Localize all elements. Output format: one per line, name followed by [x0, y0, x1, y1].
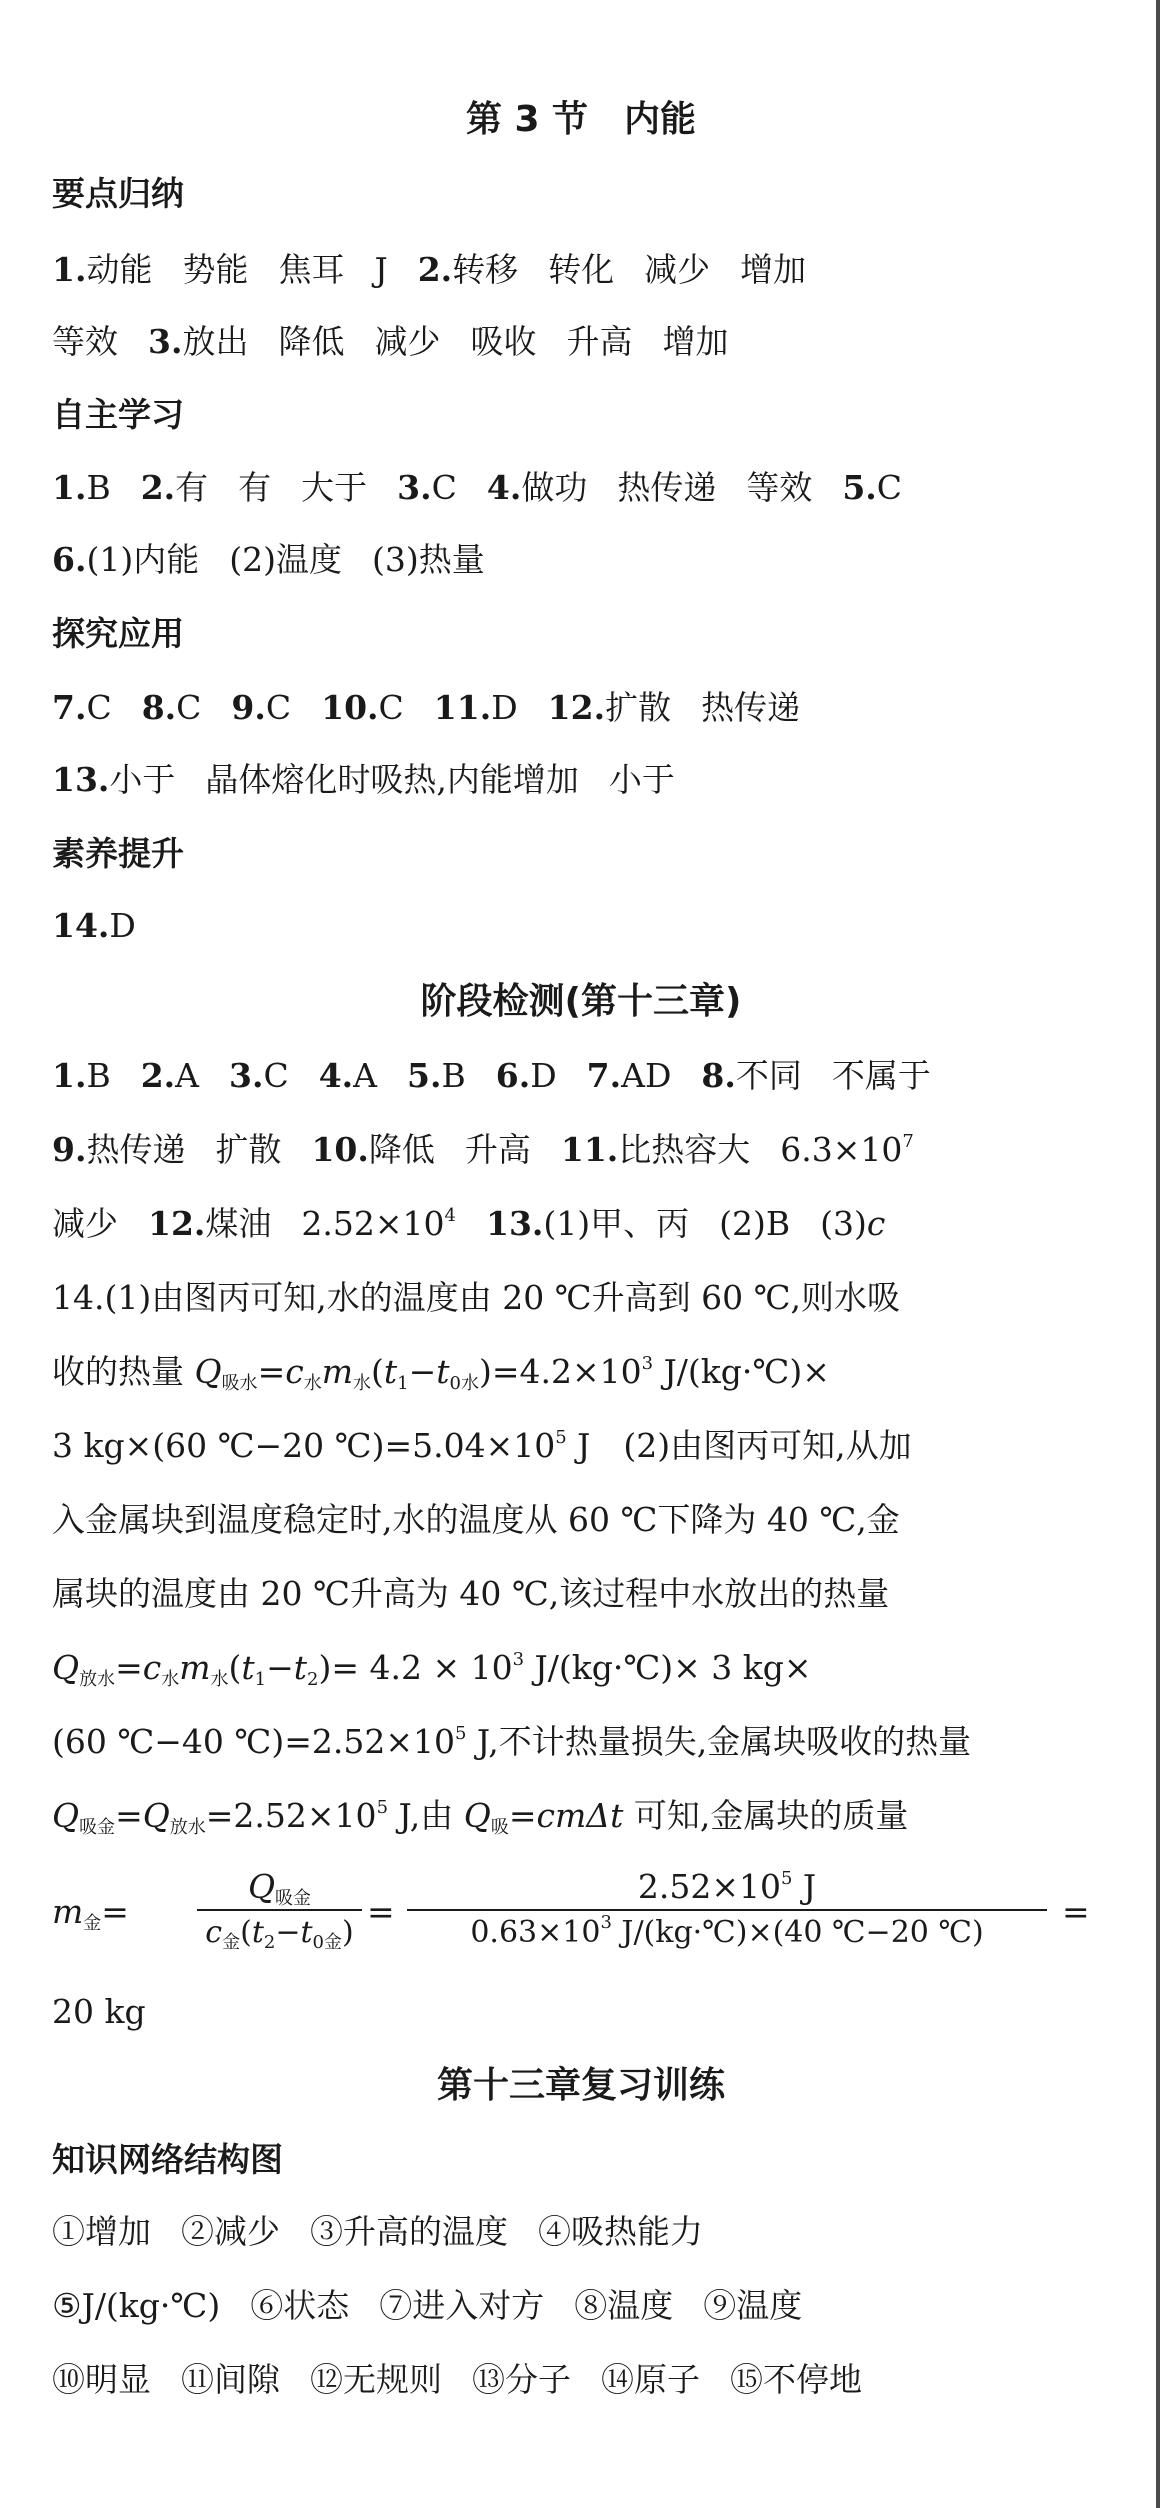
question-number: 6.	[495, 1056, 531, 1095]
answer-item: 1.动能	[52, 250, 153, 289]
answer-item: 11.比热容大	[560, 1130, 751, 1169]
answer-item: ②减少	[181, 2212, 280, 2251]
question-number: 14.	[52, 906, 110, 945]
page-edge-rule	[1156, 0, 1160, 2508]
answer-item: 2.A	[140, 1056, 200, 1095]
text: 2.52×10	[637, 1867, 781, 1906]
answer-item: 8.C	[141, 688, 202, 727]
answer-item: 晶体熔化时吸热,内能增加	[205, 760, 579, 799]
question-number: 2.	[417, 250, 453, 289]
var-t: t	[436, 1352, 450, 1391]
improve-line-1	[52, 906, 136, 946]
question-number: 9.	[231, 688, 266, 727]
network-line-1	[52, 2212, 703, 2252]
subscript: 吸	[490, 1817, 509, 1838]
answer-item: 13.(1)甲、丙	[486, 1204, 690, 1243]
question-number: 6.	[52, 540, 87, 579]
subscript: 0金	[312, 1932, 342, 1953]
text: J,由	[388, 1796, 464, 1835]
equals: =	[101, 1892, 129, 1931]
text: =	[115, 1648, 143, 1687]
answer-item: 焦耳	[278, 250, 345, 289]
q14-line-3	[52, 1426, 912, 1466]
var-Q: Q	[52, 1648, 80, 1687]
question-number: 11.	[433, 688, 492, 727]
answer-item: 3.放出	[148, 322, 249, 361]
answer-item: 吸收	[470, 322, 537, 361]
answer-item: 热传递	[701, 688, 801, 727]
network-line-2	[52, 2286, 802, 2326]
question-number: 4.	[486, 468, 522, 507]
var-Q: Q	[463, 1796, 491, 1835]
answer-item: 3.C	[229, 1056, 289, 1095]
q14-line-4: 入金属块到温度稳定时,水的温度从 60 ℃下降为 40 ℃,金	[52, 1500, 900, 1539]
text: 0.63×10	[470, 1915, 601, 1950]
question-number: 10.	[321, 688, 379, 727]
text: 3 kg×(60 ℃−20 ℃)=5.04×10	[52, 1426, 556, 1465]
answer-item: 13.小于	[52, 760, 176, 799]
value-exponent: 7	[902, 1131, 914, 1152]
answer-item: 11.D	[433, 688, 518, 727]
exponent: 3	[600, 1912, 612, 1933]
answer-item	[820, 1204, 885, 1244]
question-number: 1.	[52, 250, 87, 289]
question-number: 13.	[52, 760, 110, 799]
exponent: 5	[376, 1797, 389, 1818]
question-number: 4.	[318, 1056, 354, 1095]
answer-item: 减少	[644, 250, 711, 289]
fraction-1-numerator	[197, 1867, 362, 1911]
text: −	[408, 1352, 437, 1391]
answer-item: 转化	[548, 250, 615, 289]
section-title-internal-energy: 第 3 节 内能	[465, 99, 697, 140]
question-number: 5.	[407, 1056, 442, 1095]
text: )	[341, 1915, 354, 1950]
text: 收的热量	[52, 1352, 195, 1391]
subscript: 1	[254, 1669, 267, 1690]
var-t: t	[293, 1648, 308, 1687]
question-number: 9.	[52, 1130, 87, 1169]
text: =	[257, 1352, 286, 1391]
text: 可知,金属块的质量	[623, 1796, 909, 1835]
answer-label: (3)	[820, 1204, 867, 1243]
answer-item: ⑤J/(kg·℃)	[52, 2286, 221, 2325]
subscript: 金	[83, 1913, 102, 1934]
answer-item: 不属于	[831, 1056, 931, 1095]
exponent: 5	[454, 1723, 467, 1744]
network-line-3	[52, 2360, 862, 2400]
var-t: t	[251, 1915, 264, 1950]
q14-line-1: 14.(1)由图丙可知,水的温度由 20 ℃升高到 60 ℃,则水吸	[52, 1278, 900, 1317]
answer-item: ③升高的温度	[310, 2212, 508, 2251]
var-m: m	[321, 1352, 353, 1391]
q14-line-5: 属块的温度由 20 ℃升高为 40 ℃,该过程中水放出的热量	[52, 1574, 890, 1613]
formula-cm-delta-t: cmΔt	[536, 1796, 624, 1835]
self-study-line-1	[52, 468, 902, 508]
var-c: c	[285, 1352, 304, 1391]
text: −	[266, 1648, 294, 1687]
answer-item: 2.有	[140, 468, 209, 507]
answer-item: 7.AD	[586, 1056, 672, 1095]
answer-item: ⑩明显	[52, 2360, 151, 2399]
answer-item: 升高	[566, 322, 633, 361]
answer-item: 减少	[374, 322, 441, 361]
explore-line-2	[52, 760, 675, 800]
answer-value	[301, 1204, 456, 1244]
text: =2.52×10	[205, 1796, 377, 1835]
answer-item: ⑬分子	[472, 2360, 571, 2399]
subscript: 吸金	[79, 1817, 116, 1838]
value-base: 2.52×10	[301, 1204, 445, 1243]
text: =	[115, 1796, 143, 1835]
text: J/(kg·℃)×(40 ℃−20 ℃)	[611, 1915, 984, 1950]
question-number: 12.	[547, 688, 606, 727]
answer-item: 3.C	[397, 468, 457, 507]
answer-item: 有	[238, 468, 272, 507]
answer-item: 增加	[740, 250, 807, 289]
answer-item: 1.B	[52, 1056, 111, 1095]
var-c: c	[205, 1915, 223, 1950]
text: J,不计热量损失,金属块吸收的热量	[466, 1722, 972, 1761]
subscript: 2	[307, 1669, 319, 1690]
answer-item: (2)温度	[229, 540, 342, 579]
answer-item: 势能	[182, 250, 249, 289]
question-number: 10.	[311, 1130, 369, 1169]
answer-item: 12.扩散	[547, 688, 672, 727]
answer-item: (3)热量	[371, 540, 485, 579]
formula-lhs	[52, 1892, 129, 1934]
var-t: t	[300, 1915, 313, 1950]
answer-item: ①增加	[52, 2212, 151, 2251]
answer-item: ⑪间隙	[181, 2360, 280, 2399]
answer-item: 等效	[52, 322, 118, 361]
subscript: 吸金	[275, 1888, 312, 1909]
question-number: 3.	[229, 1056, 264, 1095]
question-number: 5.	[842, 468, 877, 507]
answer-item: 6.D	[495, 1056, 557, 1095]
question-number: 7.	[586, 1056, 622, 1095]
question-number: 7.	[52, 688, 87, 727]
question-number: 2.	[140, 468, 176, 507]
text: J (2)由图丙可知,从加	[566, 1426, 912, 1465]
var-m: m	[52, 1892, 84, 1931]
exponent: 5	[780, 1868, 793, 1889]
answer-item: 7.C	[52, 688, 112, 727]
exponent: 5	[555, 1427, 567, 1448]
answer-item: 4.A	[318, 1056, 378, 1095]
answer-item: 升高	[464, 1130, 531, 1169]
answer-item: 降低	[278, 322, 345, 361]
subscript: 金	[222, 1932, 241, 1953]
stage-test-line-1	[52, 1056, 931, 1096]
var-t: t	[383, 1352, 398, 1391]
text: (	[228, 1648, 242, 1687]
section-title-stage-test: 阶段检测(第十三章)	[420, 981, 742, 1022]
var-c: c	[142, 1648, 162, 1687]
value-exponent: 4	[444, 1205, 456, 1226]
answer-value	[780, 1130, 914, 1170]
text: J/(kg·℃)×	[653, 1352, 830, 1391]
answer-item: 10.降低	[311, 1130, 435, 1169]
value-base: 6.3×10	[780, 1130, 903, 1169]
answer-item: 12.煤油	[148, 1204, 272, 1243]
q14-line-8	[52, 1796, 908, 1836]
answer-item: ⑨温度	[703, 2286, 803, 2325]
heading-improve: 素养提升	[52, 834, 184, 873]
text: J/(kg·℃)× 3 kg×	[524, 1648, 812, 1687]
question-number: 3.	[397, 468, 432, 507]
text: )= 4.2 × 10	[318, 1648, 513, 1687]
fraction-2	[407, 1867, 1047, 1955]
question-number: 2.	[140, 1056, 176, 1095]
answer-item: J	[374, 250, 388, 289]
answer-item: (2)B	[719, 1204, 791, 1243]
answer-item: 2.转移	[417, 250, 519, 289]
section-title-chapter-review: 第十三章复习训练	[436, 2065, 725, 2106]
answer-item: 14.D	[52, 906, 136, 945]
answer-item: 减少	[52, 1204, 118, 1243]
exponent: 3	[641, 1353, 654, 1374]
heading-explore: 探究应用	[52, 614, 184, 653]
key-points-line-1	[52, 250, 806, 290]
answer-item: 5.C	[842, 468, 903, 507]
subscript: 水	[210, 1669, 229, 1690]
subscript: 水	[303, 1373, 322, 1394]
text: =	[508, 1796, 537, 1835]
fraction-2-denominator	[407, 1911, 1047, 1955]
text: −	[275, 1915, 301, 1950]
answer-item: ⑧温度	[574, 2286, 674, 2325]
explore-line-1	[52, 688, 800, 728]
answer-item: 增加	[662, 322, 729, 361]
question-number: 8.	[701, 1056, 736, 1095]
question-number: 11.	[560, 1130, 619, 1169]
answer-item: ⑥状态	[250, 2286, 350, 2325]
question-number: 12.	[148, 1204, 206, 1243]
var-Q: Q	[52, 1796, 80, 1835]
text: J	[792, 1867, 817, 1906]
stage-test-line-3	[52, 1204, 885, 1244]
answer-item: 5.B	[407, 1056, 466, 1095]
answer-item: 10.C	[321, 688, 404, 727]
heading-key-points: 要点归纳	[52, 174, 184, 213]
fraction-1-denominator	[197, 1911, 362, 1955]
equals: =	[1062, 1892, 1090, 1931]
answer-item: 6.(1)内能	[52, 540, 200, 579]
fraction-1	[197, 1867, 362, 1955]
var-Q: Q	[194, 1352, 222, 1391]
subscript: 水	[161, 1669, 180, 1690]
answer-item: 8.不同	[701, 1056, 802, 1095]
answer-item: ⑮不停地	[730, 2360, 862, 2399]
equals: =	[367, 1892, 395, 1931]
q14-result: 20 kg	[52, 1992, 146, 2031]
q14-line-6	[52, 1648, 812, 1688]
q14-line-7	[52, 1722, 971, 1762]
exponent: 3	[512, 1649, 525, 1670]
heading-knowledge-network: 知识网络结构图	[52, 2140, 283, 2179]
question-number: 8.	[141, 688, 177, 727]
var-m: m	[179, 1648, 211, 1687]
question-number: 13.	[486, 1204, 544, 1243]
subscript: 放水	[169, 1817, 206, 1838]
answer-item: ⑭原子	[601, 2360, 700, 2399]
answer-item: 9.C	[231, 688, 292, 727]
answer-item: 4.做功	[486, 468, 588, 507]
text: )=4.2×10	[478, 1352, 642, 1391]
answer-item: ⑫无规则	[310, 2360, 442, 2399]
self-study-line-2	[52, 540, 485, 580]
answer-item: 1.B	[52, 468, 111, 507]
q14-line-2	[52, 1352, 830, 1392]
answer-item: ⑦进入对方	[379, 2286, 545, 2325]
question-number: 3.	[148, 322, 183, 361]
fraction-2-numerator	[407, 1867, 1047, 1911]
var-Q: Q	[247, 1867, 276, 1906]
text: (	[371, 1352, 384, 1391]
var-Q: Q	[142, 1796, 170, 1835]
key-points-line-2	[52, 322, 728, 362]
subscript: 水	[353, 1373, 371, 1394]
variable-c: c	[866, 1204, 886, 1243]
question-number: 1.	[52, 468, 87, 507]
text: (	[240, 1915, 252, 1950]
answer-item: ④吸热能力	[538, 2212, 703, 2251]
subscript: 0水	[449, 1373, 479, 1394]
answer-item: 等效	[746, 468, 813, 507]
text: (60 ℃−40 ℃)=2.52×10	[52, 1722, 455, 1761]
answer-item: 热传递	[617, 468, 717, 507]
mass-formula	[52, 1867, 1132, 1957]
subscript: 吸水	[221, 1373, 258, 1394]
subscript: 1	[397, 1373, 409, 1394]
answer-item: 大于	[301, 468, 368, 507]
subscript: 2	[263, 1932, 276, 1953]
subscript: 放水	[79, 1669, 116, 1690]
answer-item: 小于	[608, 760, 675, 799]
answer-item: 9.热传递	[52, 1130, 186, 1169]
heading-self-study: 自主学习	[52, 395, 184, 434]
question-number: 1.	[52, 1056, 87, 1095]
stage-test-line-2	[52, 1130, 914, 1170]
var-t: t	[241, 1648, 255, 1687]
answer-item: 扩散	[215, 1130, 282, 1169]
